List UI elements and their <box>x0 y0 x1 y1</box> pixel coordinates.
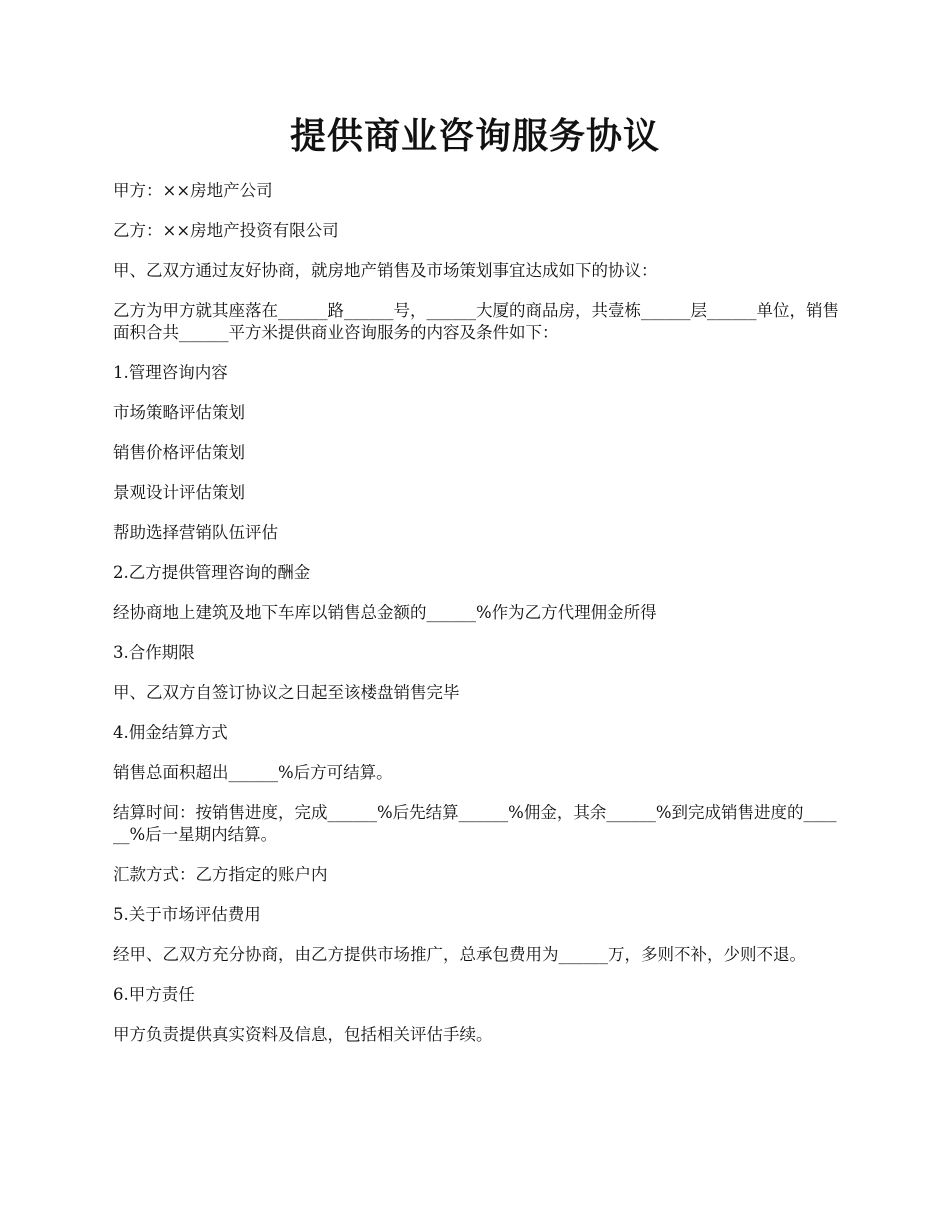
document-title: 提供商业咨询服务协议 <box>289 115 660 157</box>
commission-clause: 经协商地上建筑及地下车库以销售总金额的______%作为乙方代理佣金所得 <box>113 603 657 622</box>
document-body <box>113 180 841 1064</box>
party-b: 乙方：××房地产投资有限公司 <box>113 221 339 240</box>
section-heading-2: 2.乙方提供管理咨询的酬金 <box>113 563 311 582</box>
property-description: 乙方为甲方就其座落在______路______号，______大厦的商品房，共壹栋______层______单位，销售面积合共______平方米提供商业咨询服务的内容及条件如下： <box>113 301 839 342</box>
market-fee-clause: 经甲、乙双方充分协商，由乙方提供市场推广，总承包费用为______万，多则不补，少则不退。 <box>113 945 806 964</box>
service-item: 市场策略评估策划 <box>113 403 245 422</box>
section-heading-1: 1.管理咨询内容 <box>113 363 228 382</box>
agreement-intro: 甲、乙双方通过友好协商，就房地产销售及市场策划事宜达成如下的协议： <box>113 261 658 280</box>
section-heading-5: 5.关于市场评估费用 <box>113 905 261 924</box>
party-a-responsibility: 甲方负责提供真实资料及信息，包括相关评估手续。 <box>113 1025 493 1044</box>
service-item: 销售价格评估策划 <box>113 443 245 462</box>
section-heading-3: 3.合作期限 <box>113 643 195 662</box>
term-clause: 甲、乙双方自签订协议之日起至该楼盘销售完毕 <box>113 683 460 702</box>
service-item: 景观设计评估策划 <box>113 483 245 502</box>
section-heading-4: 4.佣金结算方式 <box>113 723 228 742</box>
service-item: 帮助选择营销队伍评估 <box>113 523 278 542</box>
party-a: 甲方：××房地产公司 <box>113 181 273 200</box>
settlement-time: 结算时间：按销售进度，完成______%后先结算______%佣金，其余______%到完成销售进度的______%后一星期内结算。 <box>113 803 837 844</box>
settlement-condition: 销售总面积超出______%后方可结算。 <box>113 763 393 782</box>
remittance-method: 汇款方式：乙方指定的账户内 <box>113 865 328 884</box>
section-heading-6: 6.甲方责任 <box>113 985 195 1004</box>
